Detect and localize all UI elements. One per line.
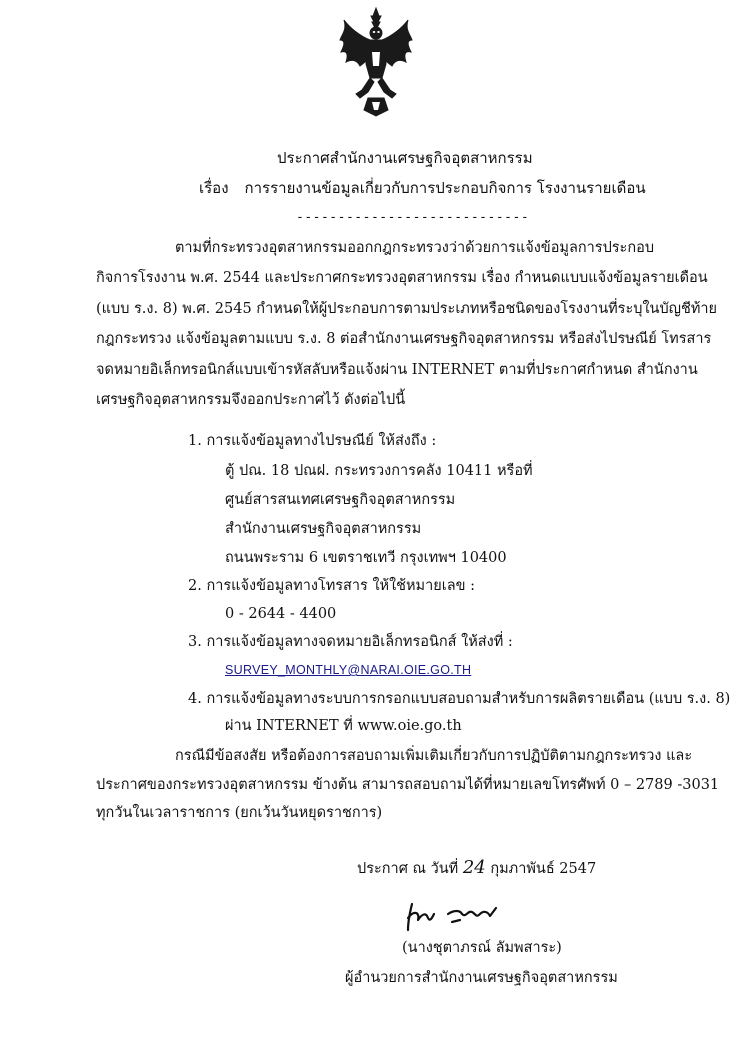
inquiry-line: กรณีมีข้อสงสัย หรือต้องการสอบถามเพิ่มเติมเกี่ยวกับการปฏิบัติตามกฎกระทรวง และ — [175, 748, 693, 764]
item-heading-internet: 4. การแจ้งข้อมูลทางระบบการกรอกแบบสอบถามสำหรับการผลิตรายเดือน (แบบ ร.ง. 8) — [188, 691, 731, 707]
date-prefix: ประกาศ ณ วันที่ — [357, 861, 459, 877]
announcement-subject — [199, 178, 646, 198]
signer-name: (นางชุตาภรณ์ ลัมพสาระ) — [402, 940, 562, 956]
item-line: ศูนย์สารสนเทศเศรษฐกิจอุตสาหกรรม — [225, 492, 456, 508]
item-line: ถนนพระราม 6 เขตราชเทวี กรุงเทพฯ 10400 — [225, 550, 507, 566]
intro-line: เศรษฐกิจอุตสาหกรรมจึงออกประกาศไว้ ดังต่อไปนี้ — [96, 392, 406, 408]
internet-url-line: ผ่าน INTERNET ที่ www.oie.go.th — [225, 718, 462, 734]
subject-text: การรายงานข้อมูลเกี่ยวกับการประกอบกิจการ โรงงานรายเดือน — [244, 179, 646, 197]
handwritten-signature — [402, 896, 520, 936]
title-separator: ---------------------------- — [296, 210, 530, 225]
announcement-title: ประกาศสำนักงานเศรษฐกิจอุตสาหกรรม — [277, 149, 533, 167]
email-row — [225, 660, 471, 680]
intro-line: กฎกระทรวง แจ้งข้อมูลตามแบบ ร.ง. 8 ต่อสำนักงานเศรษฐกิจอุตสาหกรรม หรือส่งไปรษณีย์ โทรสาร — [96, 331, 712, 347]
inquiry-line: ประกาศของกระทรวงอุตสาหกรรม ข้างต้น สามารถสอบถามได้ที่หมายเลขโทรศัพท์ 0 – 2789 -3031 — [96, 777, 720, 793]
email-link[interactable]: SURVEY_MONTHLY@NARAI.OIE.GO.TH — [225, 663, 472, 677]
date-day: 24 — [462, 857, 486, 878]
item-heading-email: 3. การแจ้งข้อมูลทางจดหมายอิเล็กทรอนิกส์ ให้ส่งที่ : — [188, 634, 513, 650]
intro-line: จดหมายอิเล็กทรอนิกส์แบบเข้ารหัสลับหรือแจ้งผ่าน INTERNET ตามที่ประกาศกำหนด สำนักงาน — [96, 362, 698, 378]
item-line: ตู้ ปณ. 18 ปณฝ. กระทรวงการคลัง 10411 หรือที่ — [225, 463, 533, 479]
item-line: สำนักงานเศรษฐกิจอุตสาหกรรม — [225, 521, 422, 537]
signer-title: ผู้อำนวยการสำนักงานเศรษฐกิจอุตสาหกรรม — [345, 970, 618, 986]
intro-line: (แบบ ร.ง. 8) พ.ศ. 2545 กำหนดให้ผู้ประกอบการตามประเภทหรือชนิดของโรงงานที่ระบุในบัญชีท้าย — [96, 301, 718, 317]
item-heading-post: 1. การแจ้งข้อมูลทางไปรษณีย์ ให้ส่งถึง : — [188, 433, 437, 449]
fax-number: 0 - 2644 - 4400 — [225, 606, 337, 622]
announcement-date — [357, 858, 596, 879]
intro-line: กิจการโรงงาน พ.ศ. 2544 และประกาศกระทรวงอุตสาหกรรม เรื่อง กำหนดแบบแจ้งข้อมูลรายเดือน — [96, 270, 708, 286]
subject-label: เรื่อง — [199, 179, 229, 197]
inquiry-line: ทุกวันในเวลาราชการ (ยกเว้นวันหยุดราชการ) — [96, 805, 383, 821]
garuda-emblem-icon — [338, 6, 414, 118]
item-heading-fax: 2. การแจ้งข้อมูลทางโทรสาร ให้ใช้หมายเลข : — [188, 578, 476, 594]
date-month-year: กุมภาพันธ์ 2547 — [490, 861, 597, 877]
intro-line: ตามที่กระทรวงอุตสาหกรรมออกกฎกระทรวงว่าด้วยการแจ้งข้อมูลการประกอบ — [175, 240, 655, 256]
